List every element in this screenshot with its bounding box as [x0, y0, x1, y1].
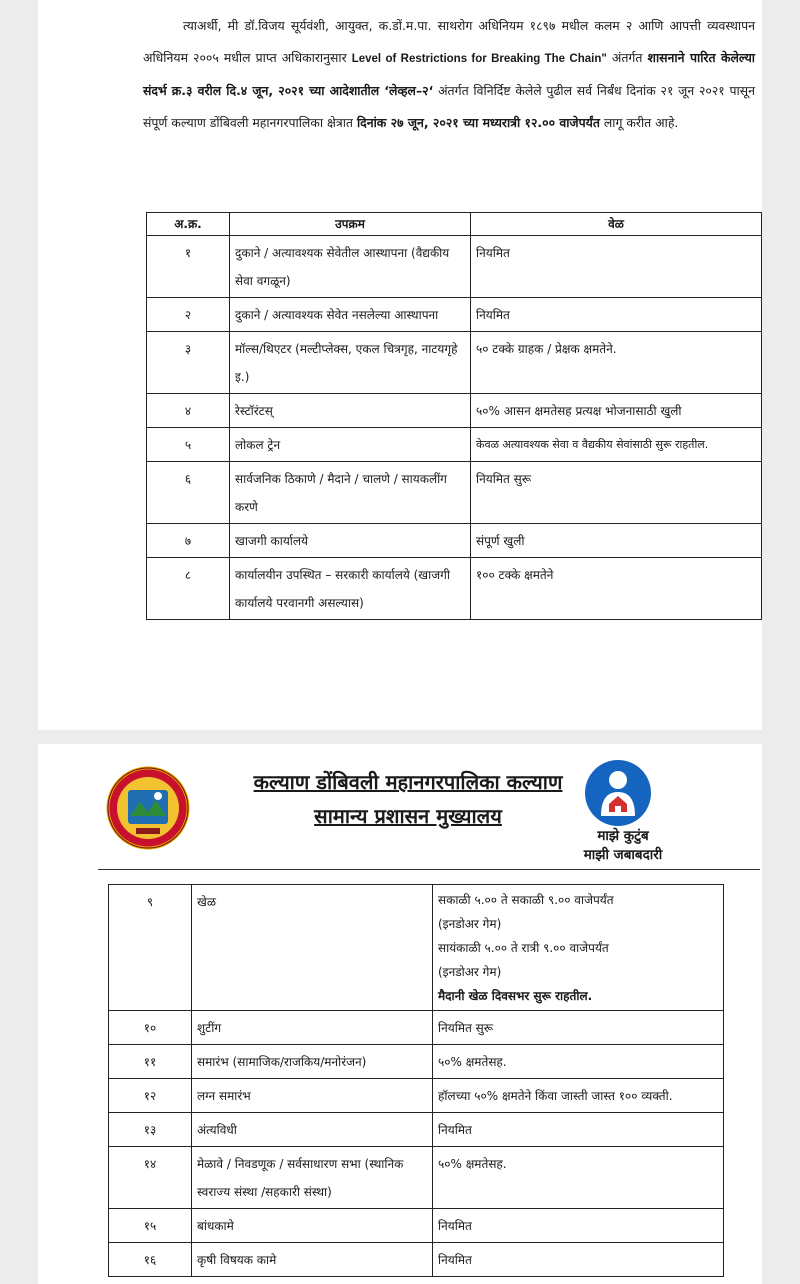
- row-time: नियमित: [471, 298, 762, 332]
- table-row: [147, 332, 762, 394]
- table-header-row: [147, 213, 762, 236]
- time-line: (इनडोअर गेम): [438, 917, 502, 931]
- row-time: १०० टक्के क्षमतेने: [471, 558, 762, 620]
- header-time: वेळ: [471, 213, 762, 236]
- row-activity: दुकाने / अत्यावश्यक सेवेतील आस्थापना (वैद्यकीय सेवा वगळून): [230, 236, 471, 298]
- table-row: [147, 524, 762, 558]
- row-sr: ७: [147, 524, 230, 558]
- row-time: ५० टक्के ग्राहक / प्रेक्षक क्षमतेने.: [471, 332, 762, 394]
- row-time: ५०% क्षमतेसह.: [433, 1147, 724, 1209]
- intro-text-7: लागू करीत आहे.: [603, 115, 679, 130]
- row-time: नियमित: [433, 1243, 724, 1277]
- intro-text-english: Level of Restrictions for Breaking The Chain": [351, 53, 607, 65]
- intro-paragraph: [143, 10, 755, 139]
- row-activity: बांधकामे: [192, 1209, 433, 1243]
- row-time: नियमित सुरू: [471, 462, 762, 524]
- header-title-line-1: कल्याण डोंबिवली महानगरपालिका कल्याण: [253, 770, 563, 794]
- time-line: (इनडोअर गेम): [438, 965, 502, 979]
- time-line-bold: मैदानी खेळ दिवसभर सुरू राहतील.: [438, 989, 593, 1003]
- row-sr: ८: [147, 558, 230, 620]
- intro-text-1: त्याअर्थी, मी डॉ.विजय सूर्यवंशी, आयुक्त, क.डों.म.पा. साथरोग अधिनियम १८९७ मधील कलम २ आणि आपत्ती व्यवस्थापन अधिनियम २००५ मधील प्राप्त अधिकारानुसार: [143, 18, 755, 65]
- row-sr: ३: [147, 332, 230, 394]
- restrictions-table-1: [146, 212, 762, 620]
- table-row: [109, 1147, 724, 1209]
- intro-text-bold-2: दिनांक २७ जून, २०२१ च्या मध्यरात्री १२.०० वाजेपर्यंत: [356, 115, 600, 130]
- row-time: ५०% क्षमतेसह.: [433, 1045, 724, 1079]
- row-activity: शुटींग: [192, 1011, 433, 1045]
- row-activity: समारंभ (सामाजिक/राजकिय/मनोरंजन): [192, 1045, 433, 1079]
- header-title-line-2: सामान्य प्रशासन मुख्यालय: [314, 804, 502, 828]
- table-row: [109, 1243, 724, 1277]
- row-activity: कृषी विषयक कामे: [192, 1243, 433, 1277]
- row-activity: सार्वजनिक ठिकाणे / मैदाने / चालणे / सायकलींग करणे: [230, 462, 471, 524]
- row-activity: मॉल्स/थिएटर (मल्टीप्लेक्स, एकल चित्रगृह, नाटयगृहे इ.): [230, 332, 471, 394]
- row-sr: ९: [109, 885, 192, 1011]
- family-emblem-icon: [583, 758, 653, 828]
- header-sr: अ.क्र.: [147, 213, 230, 236]
- header-divider: [98, 869, 760, 870]
- kdmc-logo-icon: [106, 766, 190, 850]
- intro-text-3: अंतर्गत: [611, 50, 643, 65]
- restrictions-table-2: [108, 884, 724, 1277]
- table-row: [109, 1045, 724, 1079]
- row-sr: १२: [109, 1079, 192, 1113]
- table-row: [147, 462, 762, 524]
- table-row: [147, 558, 762, 620]
- row-activity: रेस्टॉरंटस्: [230, 394, 471, 428]
- row-time: नियमित सुरू: [433, 1011, 724, 1045]
- row-sr: २: [147, 298, 230, 332]
- row-sr: १५: [109, 1209, 192, 1243]
- row-time: ५०% आसन क्षमतेसह प्रत्यक्ष भोजनासाठी खुली: [471, 394, 762, 428]
- table-row: [109, 1113, 724, 1147]
- table-row: [147, 298, 762, 332]
- row-time: नियमित: [433, 1209, 724, 1243]
- row-time: नियमित: [433, 1113, 724, 1147]
- row-activity: कार्यालयीन उपस्थित – सरकारी कार्यालये (खाजगी कार्यालये परवानगी असल्यास): [230, 558, 471, 620]
- header-activity: उपक्रम: [230, 213, 471, 236]
- slogan-line-1: माझे कुटुंब: [597, 828, 649, 844]
- row-sr: १४: [109, 1147, 192, 1209]
- table-row: [109, 1011, 724, 1045]
- row-time: संपूर्ण खुली: [471, 524, 762, 558]
- row-time: केवळ अत्यावश्यक सेवा व वैद्यकीय सेवांसाठी सुरू राहतील.: [471, 428, 762, 462]
- slogan-line-2: माझी जबाबदारी: [583, 847, 663, 863]
- row-activity: दुकाने / अत्यावश्यक सेवेत नसलेल्या आस्थापना: [230, 298, 471, 332]
- document-page-1: [38, 0, 762, 730]
- time-line: सकाळी ५.०० ते सकाळी ९.०० वाजेपर्यंत: [438, 893, 614, 907]
- row-sr: ६: [147, 462, 230, 524]
- row-activity: खाजगी कार्यालये: [230, 524, 471, 558]
- row-activity: लोकल ट्रेन: [230, 428, 471, 462]
- table-row: [147, 236, 762, 298]
- table-row: [109, 1209, 724, 1243]
- row-sr: ११: [109, 1045, 192, 1079]
- row-activity: अंत्यविधी: [192, 1113, 433, 1147]
- row-sr: १३: [109, 1113, 192, 1147]
- row-sr: १६: [109, 1243, 192, 1277]
- row-activity: लग्न समारंभ: [192, 1079, 433, 1113]
- row-sr: १: [147, 236, 230, 298]
- row-time: हॉलच्या ५०% क्षमतेने किंवा जास्ती जास्त १०० व्यक्ती.: [433, 1079, 724, 1113]
- row-activity: मेळावे / निवडणूक / सर्वसाधारण सभा (स्थानिक स्वराज्य संस्था /सहकारी संस्था): [192, 1147, 433, 1209]
- table-row: [147, 394, 762, 428]
- table-row: [109, 885, 724, 1011]
- row-time: नियमित: [471, 236, 762, 298]
- time-line: सायंकाळी ५.०० ते रात्री ९.०० वाजेपर्यंत: [438, 941, 609, 955]
- row-sr: ५: [147, 428, 230, 462]
- intro-text-bold-1: शासनाने पारित केलेल्या संदर्भ क्र.३ वरील दि.४ जून, २०२१ च्या आदेशातील ‘लेव्हल–२‘: [143, 50, 755, 98]
- row-time: [433, 885, 724, 1011]
- intro-text-5: अंतर्गत विनिर्दिष्ट केलेले पुढील सर्व निर्बंध दिनांक २१ जून २०२१ पासून संपूर्ण कल्याण डोंबिवली महानगरपालिका क्षेत्रात: [143, 83, 755, 130]
- table-row: [147, 428, 762, 462]
- row-activity: खेळ: [192, 885, 433, 1011]
- row-sr: ४: [147, 394, 230, 428]
- table-row: [109, 1079, 724, 1113]
- row-sr: १०: [109, 1011, 192, 1045]
